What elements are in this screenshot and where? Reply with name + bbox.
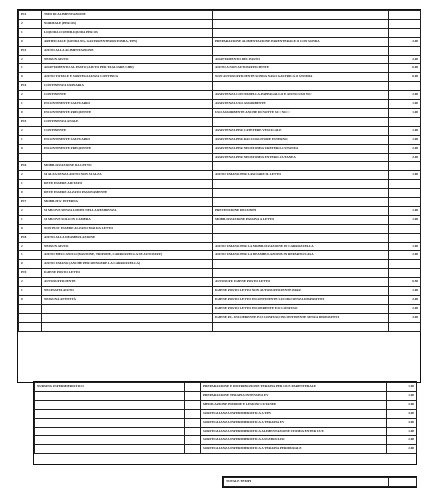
section-code: P13 xyxy=(19,46,42,55)
value-cell: 1.00 xyxy=(389,215,421,224)
value-cell: 2.00 xyxy=(389,251,421,260)
section-resp-empty xyxy=(213,82,389,91)
nursing-spacer xyxy=(185,409,201,418)
value-cell xyxy=(389,322,421,331)
response-cell: AUTOSUFF. IGIENE POSTO LETTO xyxy=(213,278,389,287)
score-cell: 1 xyxy=(19,64,42,73)
table-row xyxy=(19,100,421,109)
response-cell: ASSISTENZA CON PADELLA-PAPPAGALLO E AIUTO USO WC xyxy=(213,91,389,100)
response-cell: NON AUTOSUFFICIENTE SONDA NASO GASTRICA O STOMIA xyxy=(213,73,389,82)
description-cell: DEVE ESSERE ALZATO PASSIVAMENTE xyxy=(42,189,213,198)
nursing-value: 3.00 xyxy=(387,409,417,418)
assessment-table xyxy=(18,10,421,332)
nursing-activity: SORVEGLIANZA INFERMIERISTICA A FLEBOCLISI xyxy=(201,436,387,445)
table-row xyxy=(19,171,421,180)
section-resp-empty xyxy=(213,11,389,20)
score-cell: 0 xyxy=(19,73,42,82)
nursing-row xyxy=(35,383,417,392)
table-row xyxy=(19,37,421,46)
nursing-label-empty xyxy=(35,391,185,400)
value-cell xyxy=(389,180,421,189)
nursing-value: 2.00 xyxy=(387,400,417,409)
response-cell: PREPARAZIONE ALIMENTAZIONE PARENTERALE O CON SONDA xyxy=(213,37,389,46)
nursing-value: 2.00 xyxy=(387,436,417,445)
score-cell: 2 xyxy=(19,171,42,180)
value-cell: 1.00 xyxy=(389,126,421,135)
nursing-value: 1.00 xyxy=(387,391,417,400)
nursing-row xyxy=(35,427,417,436)
description-cell: INCONTINENTE FREQUENTE xyxy=(42,144,213,153)
score-cell: 0 xyxy=(19,189,42,198)
score-cell: 1 xyxy=(19,180,42,189)
score-cell: 2 xyxy=(19,278,42,287)
nursing-label-empty xyxy=(35,427,185,436)
score-cell: 1 xyxy=(19,287,42,296)
section-title: CONTINENZA URINARIA xyxy=(42,82,213,91)
section-title: AIUTO ALLA DEAMBULAZIONE xyxy=(42,233,213,242)
section-value-empty xyxy=(389,46,421,55)
response-cell: ADATTAMENTO DEL PASTO xyxy=(213,55,389,64)
nursing-row xyxy=(35,436,417,445)
score-cell: 1 xyxy=(19,135,42,144)
description-cell: CONTINENTE xyxy=(42,126,213,135)
nursing-value: 3.00 xyxy=(387,418,417,427)
section-header-row xyxy=(19,82,421,91)
description-cell: NORMALE (PER OS) xyxy=(42,19,213,28)
value-cell: 1.00 xyxy=(389,100,421,109)
section-code: P15 xyxy=(19,117,42,126)
response-cell: AIUTO A NON AUTOSUFFICIENTE xyxy=(213,64,389,73)
table-row xyxy=(19,224,421,233)
table-row xyxy=(19,108,421,117)
table-row xyxy=(19,296,421,305)
response-cell xyxy=(213,322,389,331)
value-cell: 1.00 xyxy=(389,171,421,180)
section-code: P14 xyxy=(19,82,42,91)
value-cell xyxy=(389,224,421,233)
value-cell: 2.00 xyxy=(389,144,421,153)
description-cell: ARTIFICIALE (SONDA NG, GASTROENTEROSTOMIA, TPN) xyxy=(42,37,213,46)
description-cell: NESSUNA ATTIVITÀ xyxy=(42,296,213,305)
table-row xyxy=(19,180,421,189)
section-header-row xyxy=(19,117,421,126)
description-cell: SI MUOVE SOLO IN CAMERA xyxy=(42,215,213,224)
description-cell xyxy=(42,313,213,322)
response-cell: MOBILIZZAZIONE PASSIVA A LETTO xyxy=(213,215,389,224)
table-row xyxy=(19,135,421,144)
section-resp-empty xyxy=(213,198,389,207)
description-cell: LIQUIDA O SEMILIQUIDA PER OS xyxy=(42,28,213,37)
score-cell xyxy=(19,304,42,313)
section-resp-empty xyxy=(213,46,389,55)
nursing-value: 1.00 xyxy=(387,383,417,392)
section-code: P16 xyxy=(19,162,42,171)
table-row xyxy=(19,64,421,73)
nursing-spacer xyxy=(185,445,201,454)
table-row xyxy=(19,322,421,331)
table-row xyxy=(19,126,421,135)
response-cell: USO ASSORBENTE ANCHE DI NOTTE SI □ NO □ xyxy=(213,108,389,117)
section-title: MOBILIZZAZIONE DA LETTO xyxy=(42,162,213,171)
nursing-table xyxy=(34,382,417,454)
table-row xyxy=(19,304,421,313)
value-cell: 3.00 xyxy=(389,313,421,322)
description-cell: AIUTO MECCANICO (BASTONE, TRIPODE, CARROZZELLA SE AUTOSUFF) xyxy=(42,251,213,260)
nursing-activity: PREPARAZIONE TERAPIA INTENSIVA EV xyxy=(201,391,387,400)
table-row xyxy=(19,55,421,64)
nursing-value: 1.00 xyxy=(387,427,417,436)
score-cell: 1 xyxy=(19,215,42,224)
response-cell: ASSISTENZA PER RACCOGLITORE ESTERNO xyxy=(213,135,389,144)
value-cell xyxy=(389,189,421,198)
table-row xyxy=(19,28,421,37)
response-cell: PREVENZIONE DECUBITI xyxy=(213,206,389,215)
section-title: AIUTO ALLA ALIMENTAZIONE xyxy=(42,46,213,55)
section-value-empty xyxy=(389,82,421,91)
table-row xyxy=(19,206,421,215)
nursing-label: NURSING INFERMIERISTICO xyxy=(35,383,185,392)
section-header-row xyxy=(19,11,421,20)
table-row xyxy=(19,144,421,153)
totale-tempi-value xyxy=(389,478,417,487)
value-cell: 2.00 xyxy=(389,153,421,162)
nursing-activity: SORVEGLIANZA INFERMIERISTICA A TPN xyxy=(201,409,387,418)
response-cell: ASSISTENZA USO ASSORBENTE xyxy=(213,100,389,109)
response-cell: AIUTO UMANO PER LA MOBILIZZAZIONE IN CARROZZELLA xyxy=(213,242,389,251)
response-cell xyxy=(213,19,389,28)
response-cell: IGIENE POSTO LETTO INCOERENTE E/O CONFUSO xyxy=(213,304,389,313)
description-cell xyxy=(42,153,213,162)
score-cell: 0 xyxy=(19,224,42,233)
nursing-row xyxy=(35,400,417,409)
value-cell xyxy=(389,28,421,37)
totale-tempi-row xyxy=(224,478,417,487)
description-cell xyxy=(42,322,213,331)
nursing-spacer xyxy=(185,400,201,409)
value-cell: 0.50 xyxy=(389,278,421,287)
nursing-row xyxy=(35,409,417,418)
score-cell: 2 xyxy=(19,55,42,64)
description-cell: INCONTINENTE SALTUARIO xyxy=(42,100,213,109)
description-cell: DEVE ESSERE AIUTATO xyxy=(42,180,213,189)
nursing-activity: MEDICAZIONE PIEDIDE E LESIONI CUTANEE xyxy=(201,400,387,409)
nursing-label-empty xyxy=(35,436,185,445)
section-resp-empty xyxy=(213,269,389,278)
response-cell xyxy=(213,260,389,269)
score-cell: 2 xyxy=(19,242,42,251)
nursing-spacer xyxy=(185,427,201,436)
nursing-value: 2.00 xyxy=(387,445,417,454)
section-resp-empty xyxy=(213,233,389,242)
score-cell xyxy=(19,313,42,322)
section-code: P12 xyxy=(19,11,42,20)
value-cell: 1.00 xyxy=(389,206,421,215)
response-cell xyxy=(213,189,389,198)
nursing-label-empty xyxy=(35,409,185,418)
section-header-row xyxy=(19,269,421,278)
table-row xyxy=(19,189,421,198)
nursing-table-frame xyxy=(33,381,417,465)
score-cell xyxy=(19,153,42,162)
description-cell xyxy=(42,304,213,313)
score-cell: 1 xyxy=(19,100,42,109)
score-cell xyxy=(19,322,42,331)
description-cell: CONTINENTE xyxy=(42,91,213,100)
description-cell: AUTOSUFFICIENTE xyxy=(42,278,213,287)
nursing-activity: PREPARAZIONE E DISTRIBUZIONE TERAPIA PER OS E PARENTERALE xyxy=(201,383,387,392)
section-value-empty xyxy=(389,198,421,207)
score-cell: 2 xyxy=(19,206,42,215)
section-title: IGIENE POSTO LETTO xyxy=(42,269,213,278)
assessment-table-frame xyxy=(17,9,421,383)
response-cell: AIUTO UMANO PER LASCIARE IL LETTO xyxy=(213,171,389,180)
nursing-label-empty xyxy=(35,400,185,409)
section-code: P17 xyxy=(19,198,42,207)
description-cell: NON PUO' ESSERE ALZATO MAI DA LETTO xyxy=(42,224,213,233)
response-cell: AIUTO UMANO PER LA DEAMBULAZIONE IN REPARTO/CASA xyxy=(213,251,389,260)
response-cell: IGIENE P.L. INCOERENTE E/O CONFUSO INCONTINENTE SENZA DISPOSITIVI xyxy=(213,313,389,322)
section-code: P19 xyxy=(19,269,42,278)
value-cell: 2.00 xyxy=(389,296,421,305)
description-cell: NECESSITA AIUTO xyxy=(42,287,213,296)
score-cell: 0 xyxy=(19,296,42,305)
nursing-row xyxy=(35,418,417,427)
section-resp-empty xyxy=(213,117,389,126)
response-cell xyxy=(213,28,389,37)
table-row xyxy=(19,91,421,100)
score-cell: 1 xyxy=(19,251,42,260)
section-title: TIPO DI ALIMENTAZIONE xyxy=(42,11,213,20)
section-value-empty xyxy=(389,269,421,278)
nursing-label-empty xyxy=(35,418,185,427)
nursing-label-empty xyxy=(35,445,185,454)
totale-tempi-frame xyxy=(222,476,417,488)
value-cell: 1.00 xyxy=(389,287,421,296)
value-cell: 2.00 xyxy=(389,55,421,64)
description-cell: ADATTAMENTO AL PASTO (AIUTO PER TAGLIARE CIBI) xyxy=(42,64,213,73)
value-cell: 2.00 xyxy=(389,91,421,100)
score-cell: 0 xyxy=(19,144,42,153)
score-cell: 1 xyxy=(19,28,42,37)
description-cell: SI MUOVE SENZA LIMITI NELLA RESIDENZA xyxy=(42,206,213,215)
response-cell xyxy=(213,180,389,189)
description-cell: INCONTINENTE FREQUENTE xyxy=(42,108,213,117)
table-row xyxy=(19,215,421,224)
description-cell: NESSUN AIUTO xyxy=(42,242,213,251)
nursing-activity: SORVEGLIANZA INFERMIERISTICA A TERAPIA PERIDURALE xyxy=(201,445,387,454)
value-cell xyxy=(389,19,421,28)
table-row xyxy=(19,251,421,260)
section-title: CONTINENZA ANALE xyxy=(42,117,213,126)
section-header-row xyxy=(19,198,421,207)
section-code: P18 xyxy=(19,233,42,242)
nursing-spacer xyxy=(185,436,201,445)
score-cell: 0 xyxy=(19,108,42,117)
nursing-spacer xyxy=(185,391,201,400)
score-cell: 0 xyxy=(19,37,42,46)
description-cell: NESSUN AIUTO xyxy=(42,55,213,64)
section-value-empty xyxy=(389,117,421,126)
nursing-activity: SORVEGLIANZA INFERMIERISTICA A TERAPIA EV xyxy=(201,418,387,427)
response-cell: IGIENE POSTO LETTO INCONTINENTE LUCIDO SENZA DISPOSITIVI xyxy=(213,296,389,305)
value-cell: 6.00 xyxy=(389,73,421,82)
response-cell xyxy=(213,224,389,233)
section-header-row xyxy=(19,46,421,55)
table-row xyxy=(19,73,421,82)
description-cell: AIUTO TOTALE E SORVEGLIANZA CONTINUA xyxy=(42,73,213,82)
nursing-spacer xyxy=(185,383,201,392)
description-cell: INCONTINENTE SALTUARIO xyxy=(42,135,213,144)
section-value-empty xyxy=(389,11,421,20)
totale-tempi-table xyxy=(223,477,417,487)
table-row xyxy=(19,242,421,251)
nursing-activity: SORVEGLIANZA INFERMIERISTICA ALIMENTAZIONE STOMIA ENTER CUT. xyxy=(201,427,387,436)
section-title: MOBILITA' INTERNA xyxy=(42,198,213,207)
section-resp-empty xyxy=(213,162,389,171)
value-cell: 6.00 xyxy=(389,64,421,73)
description-cell: SI ALZA SENZA AIUTO NON SI ALZA xyxy=(42,171,213,180)
table-row xyxy=(19,278,421,287)
value-cell: 2.00 xyxy=(389,37,421,46)
nursing-row xyxy=(35,445,417,454)
table-row xyxy=(19,153,421,162)
score-cell: 2 xyxy=(19,126,42,135)
table-row xyxy=(19,313,421,322)
value-cell xyxy=(389,260,421,269)
section-value-empty xyxy=(389,162,421,171)
score-cell: 2 xyxy=(19,19,42,28)
value-cell: 1.00 xyxy=(389,135,421,144)
description-cell: AIUTO UMANO (ANCHE PER SPINGERE LA CARROZZELLA) xyxy=(42,260,213,269)
section-value-empty xyxy=(389,233,421,242)
response-cell: ASSISTENZA PER NEOSTOMIA URETERO-CUTANEA xyxy=(213,144,389,153)
nursing-spacer xyxy=(185,418,201,427)
value-cell: 1.00 xyxy=(389,108,421,117)
table-row xyxy=(19,260,421,269)
totale-tempi-label: TOTALE TEMPI xyxy=(224,478,389,487)
value-cell: 1.00 xyxy=(389,242,421,251)
table-row xyxy=(19,19,421,28)
response-cell: ASSISTENZA PER NEOSTOMIA ENTERO-CUTANEA xyxy=(213,153,389,162)
score-cell: 2 xyxy=(19,91,42,100)
score-cell: 0 xyxy=(19,260,42,269)
table-row xyxy=(19,287,421,296)
response-cell: IGIENE POSTO LETTO NON AUTOSUFFICIENTE PARZ xyxy=(213,287,389,296)
section-header-row xyxy=(19,162,421,171)
section-header-row xyxy=(19,233,421,242)
nursing-row xyxy=(35,391,417,400)
response-cell: ASSISTENZA PER CATETERE VESCICALE xyxy=(213,126,389,135)
value-cell: 2.00 xyxy=(389,304,421,313)
